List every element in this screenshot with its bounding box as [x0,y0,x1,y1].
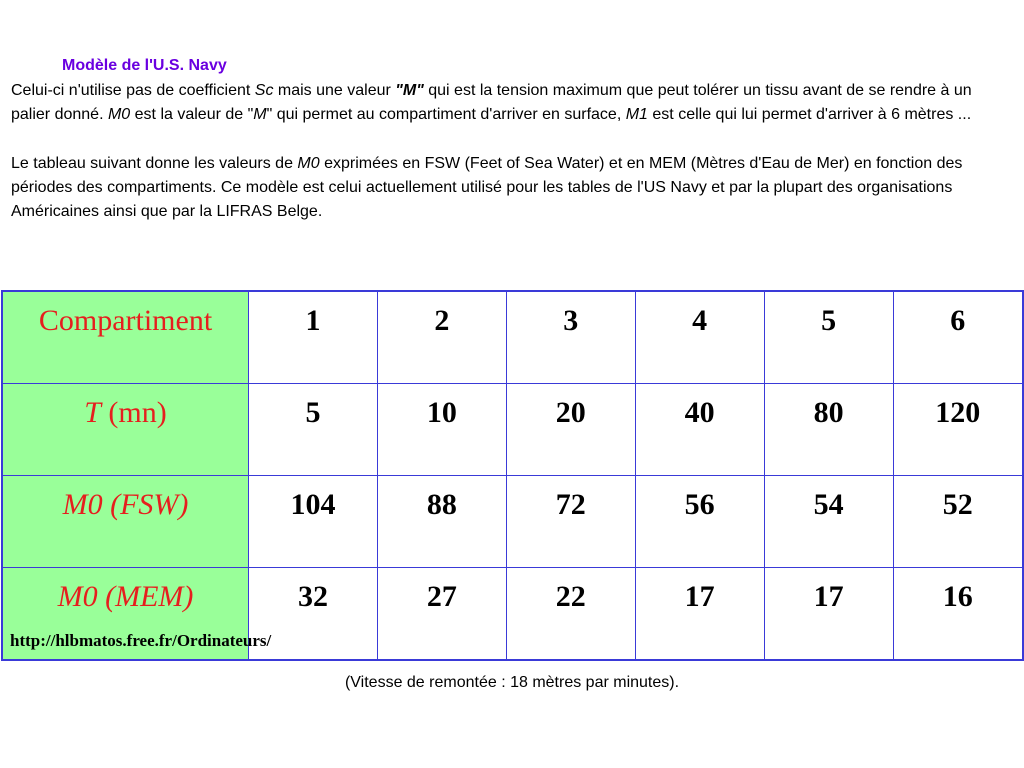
table-cell: 104 [249,475,378,567]
para1-m0: M0 [107,106,131,123]
table-cell: 20 [506,383,635,475]
para1-text-2: mais une valeur [273,82,396,99]
table-cell: 1 [249,292,378,383]
para1-m-quoted: "M" [395,82,424,99]
table-cell: 22 [506,568,635,659]
para2-text-1: Le tableau suivant donne les valeurs de [11,155,298,172]
table-cell: 17 [635,568,764,659]
table-cell: 27 [377,568,506,659]
m0-values-table [3,292,1022,659]
ascent-rate-caption: (Vitesse de remontée : 18 mètres par minutes). [344,674,680,691]
table-cell: 17 [764,568,893,659]
table-description-paragraph [11,152,1015,224]
table-cell: 6 [893,292,1022,383]
table-row-t [3,383,1022,475]
row-header-m0-fsw-label: M0 (FSW) [62,487,189,521]
row-header-t-unit: (mn) [100,395,167,429]
para1-m: M [253,106,267,123]
row-header-t-symbol: T [84,395,101,429]
row-header-m0-fsw [3,475,249,567]
para1-text-6: est celle qui lui permet d'arriver à 6 mètres ... [647,106,972,123]
table-cell: 72 [506,475,635,567]
table-row-compartiment [3,292,1022,383]
slide-heading: Modèle de l'U.S. Navy [62,57,227,74]
table-cell: 2 [377,292,506,383]
table-cell: 80 [764,383,893,475]
para2-m0: M0 [297,155,320,172]
table-cell: 120 [893,383,1022,475]
row-header-t [3,383,249,475]
source-url: http://hlbmatos.free.fr/Ordinateurs/ [10,631,272,650]
para1-text-5: " qui permet au compartiment d'arriver en surface, [266,106,626,123]
table-cell: 5 [249,383,378,475]
table-cell: 40 [635,383,764,475]
table-cell: 32 [249,568,378,659]
para1-text-3: qui est la tension maximum que peut tolérer un tissu avant de se rendre à un palier donné. [11,82,972,123]
intro-paragraph [11,79,1015,127]
m0-values-table-frame [1,290,1024,661]
table-cell: 10 [377,383,506,475]
table-cell: 56 [635,475,764,567]
row-header-m0-mem-label: M0 (MEM) [57,580,194,614]
table-cell: 88 [377,475,506,567]
row-header-compartiment: Compartiment [3,292,249,383]
table-cell: 3 [506,292,635,383]
table-cell: 52 [893,475,1022,567]
para1-text-4: est la valeur de " [130,106,254,123]
table-cell: 16 [893,568,1022,659]
para1-m1: M1 [625,106,648,123]
table-cell: 4 [635,292,764,383]
para2-text-2: exprimées en FSW (Feet of Sea Water) et en MEM (Mètres d'Eau de Mer) en fonction des périodes des compartiments. Ce modèle est celui actuellement utilisé pour les tables de l'US Navy et par la plupart des organisations Américaines ainsi que par la LIFRAS Belge. [11,155,963,220]
table-row-m0-fsw [3,475,1022,567]
table-cell: 54 [764,475,893,567]
table-cell: 5 [764,292,893,383]
para1-text-1: Celui-ci n'utilise pas de coefficient [11,82,255,99]
para1-sc: Sc [254,82,274,99]
